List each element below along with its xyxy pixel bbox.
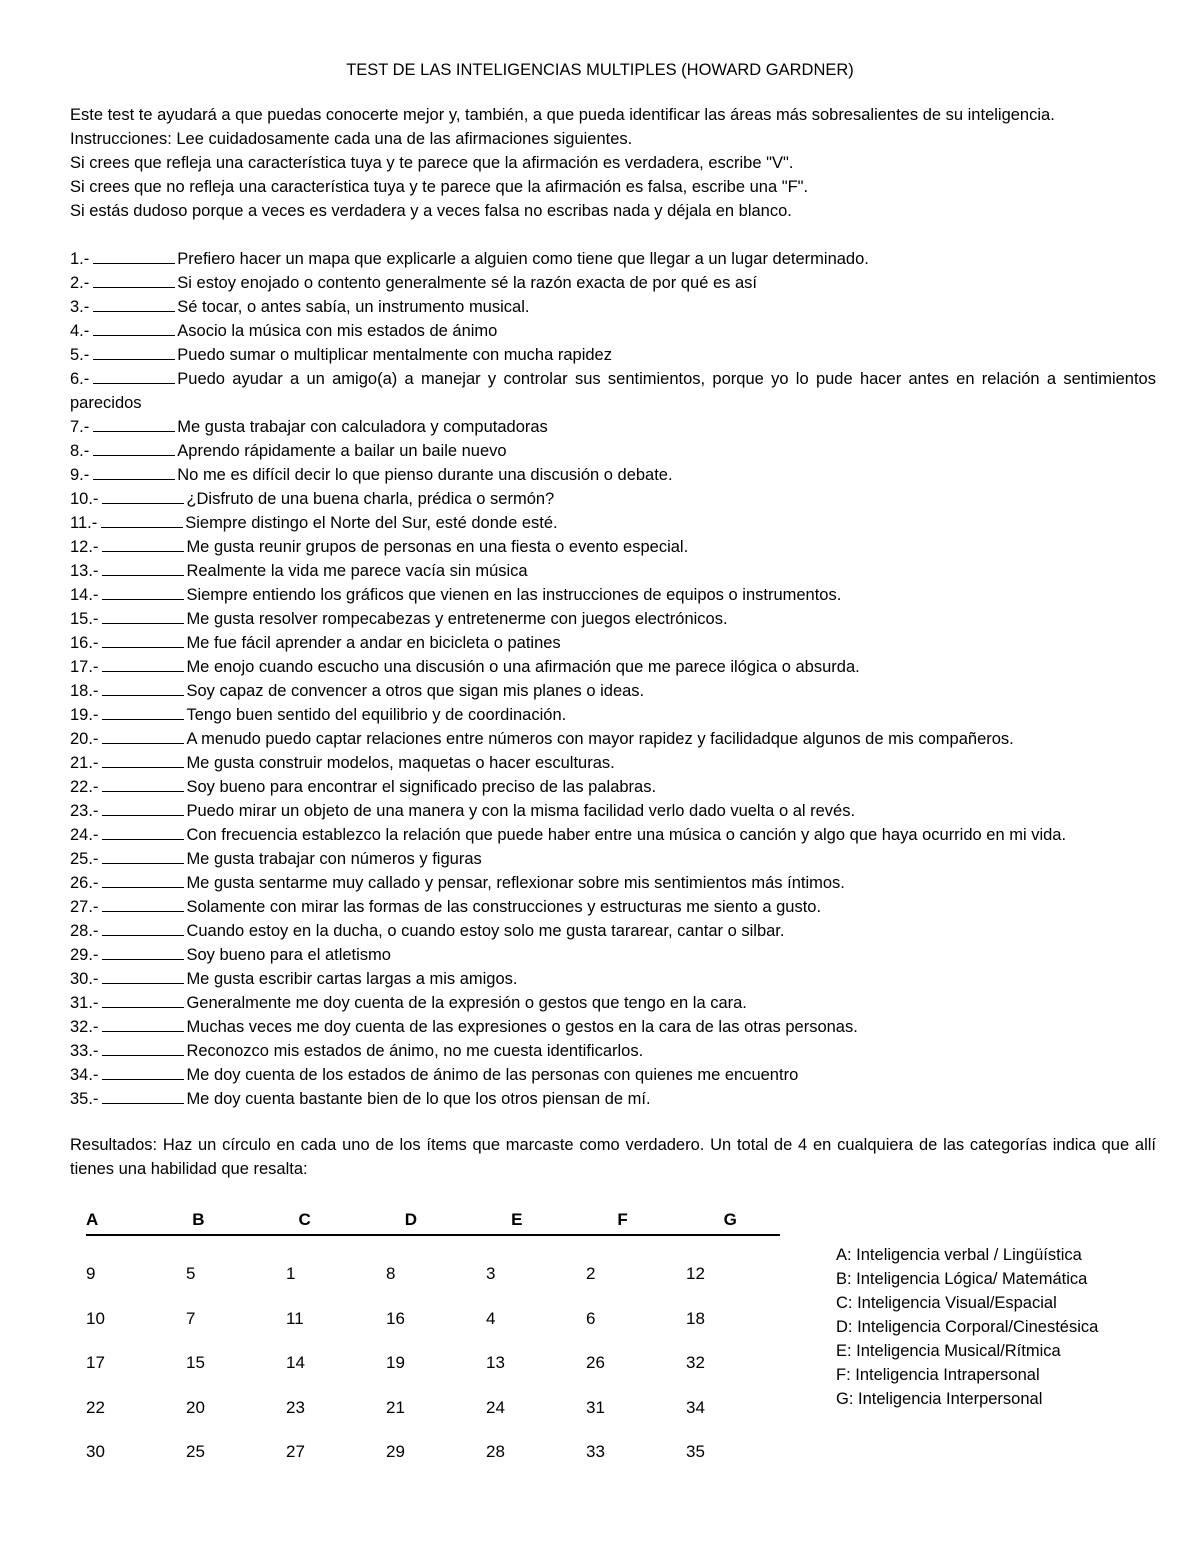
- question-number: 20.-: [70, 730, 99, 748]
- question-number: 34.-: [70, 1066, 99, 1084]
- intro-line: Si crees que refleja una característica tuya y te parece que la afirmación es verdadera, escribe "V".: [70, 154, 794, 172]
- question-number: 12.-: [70, 538, 99, 556]
- question-text: Tengo buen sentido del equilibrio y de coordinación.: [186, 706, 567, 724]
- answer-blank[interactable]: [102, 559, 184, 576]
- answer-blank[interactable]: [102, 847, 184, 864]
- question-text: Con frecuencia establezco la relación que puede haber entre una música o canción y algo que haya ocurrido en mi vida.: [186, 826, 1067, 844]
- question-text: Cuando estoy en la ducha, o cuando estoy solo me gusta tararear, cantar o silbar.: [186, 922, 785, 940]
- grid-cell: 33: [586, 1442, 605, 1462]
- answer-blank[interactable]: [102, 583, 184, 600]
- question-item: [70, 439, 1156, 463]
- question-number: 22.-: [70, 778, 99, 796]
- question-number: 8.-: [70, 442, 90, 460]
- question-text: Me gusta trabajar con calculadora y computadoras: [177, 418, 548, 436]
- grid-cell: 35: [686, 1442, 705, 1462]
- answer-blank[interactable]: [102, 919, 184, 936]
- question-item: [70, 247, 1156, 271]
- question-item: [70, 775, 1156, 799]
- question-item: [70, 895, 1156, 919]
- answer-blank[interactable]: [102, 631, 184, 648]
- grid-column-header: D: [404, 1210, 418, 1229]
- answer-blank[interactable]: [102, 1039, 184, 1056]
- category-legend: [836, 1243, 1098, 1411]
- question-item: [70, 703, 1156, 727]
- question-number: 33.-: [70, 1042, 99, 1060]
- question-text: Puedo ayudar a un amigo(a) a manejar y controlar sus sentimientos, porque yo lo pude hacer antes en relación a sentimientos parecidos: [70, 370, 1156, 412]
- grid-row: [86, 1341, 786, 1386]
- grid-column-header: F: [617, 1210, 628, 1229]
- answer-blank[interactable]: [93, 319, 175, 336]
- question-number: 35.-: [70, 1090, 99, 1108]
- question-text: Siempre entiendo los gráficos que vienen en las instrucciones de equipos o instrumentos.: [186, 586, 842, 604]
- grid-cell: 17: [86, 1353, 105, 1373]
- question-text: No me es difícil decir lo que pienso durante una discusión o debate.: [177, 466, 673, 484]
- grid-cell: 13: [486, 1353, 505, 1373]
- question-text: Sé tocar, o antes sabía, un instrumento musical.: [177, 298, 530, 316]
- question-text: Prefiero hacer un mapa que explicarle a alguien como tiene que llegar a un lugar determinado.: [177, 250, 869, 268]
- grid-cell: 1: [286, 1264, 296, 1284]
- question-number: 13.-: [70, 562, 99, 580]
- answer-blank[interactable]: [102, 751, 184, 768]
- results-instructions: Resultados: Haz un círculo en cada uno de los ítems que marcaste como verdadero. Un total de 4 en cualquiera de las categorías indica que allí tienes una habilidad que resalta:: [70, 1136, 1156, 1178]
- question-number: 27.-: [70, 898, 99, 916]
- question-text: Soy bueno para el atletismo: [186, 946, 391, 964]
- question-number: 1.-: [70, 250, 90, 268]
- answer-blank[interactable]: [102, 655, 184, 672]
- intro-section: [70, 103, 1156, 223]
- grid-cell: 6: [586, 1308, 596, 1328]
- legend-item: A: Inteligencia verbal / Lingüística: [836, 1246, 1082, 1264]
- question-item: [70, 799, 1156, 823]
- answer-blank[interactable]: [102, 775, 184, 792]
- question-item: [70, 607, 1156, 631]
- intro-line: Si estás dudoso porque a veces es verdadera y a veces falsa no escribas nada y déjala en blanco.: [70, 202, 792, 220]
- answer-blank[interactable]: [102, 943, 184, 960]
- answer-blank[interactable]: [102, 607, 184, 624]
- question-text: Siempre distingo el Norte del Sur, esté donde esté.: [185, 514, 558, 532]
- answer-blank[interactable]: [102, 727, 184, 744]
- question-number: 4.-: [70, 322, 90, 340]
- grid-cell: 22: [86, 1397, 105, 1417]
- grid-cell: 27: [286, 1442, 305, 1462]
- legend-item: G: Inteligencia Interpersonal: [836, 1390, 1043, 1408]
- question-text: Soy capaz de convencer a otros que sigan mis planes o ideas.: [186, 682, 645, 700]
- grid-column-header: E: [511, 1210, 523, 1229]
- question-text: Si estoy enojado o contento generalmente sé la razón exacta de por qué es así: [177, 274, 757, 292]
- legend-item: D: Inteligencia Corporal/Cinestésica: [836, 1318, 1099, 1336]
- grid-cell: 31: [586, 1397, 605, 1417]
- question-number: 2.-: [70, 274, 90, 292]
- question-number: 14.-: [70, 586, 99, 604]
- question-item: [70, 559, 1156, 583]
- question-number: 3.-: [70, 298, 90, 316]
- question-item: [70, 271, 1156, 295]
- grid-cell: 32: [686, 1353, 705, 1373]
- question-number: 30.-: [70, 970, 99, 988]
- question-item: [70, 631, 1156, 655]
- answer-blank[interactable]: [102, 535, 184, 552]
- answer-blank[interactable]: [93, 247, 175, 264]
- question-item: [70, 319, 1156, 343]
- question-number: 29.-: [70, 946, 99, 964]
- question-text: Me enojo cuando escucho una discusión o una afirmación que me parece ilógica o absurda.: [186, 658, 860, 676]
- answer-blank[interactable]: [102, 823, 184, 840]
- grid-cell: 19: [386, 1353, 405, 1373]
- question-number: 24.-: [70, 826, 99, 844]
- answer-blank[interactable]: [102, 1063, 184, 1080]
- question-item: [70, 535, 1156, 559]
- answer-blank[interactable]: [102, 967, 184, 984]
- question-item: [70, 727, 1156, 751]
- question-number: 21.-: [70, 754, 99, 772]
- grid-cell: 5: [186, 1264, 196, 1284]
- answer-blank[interactable]: [102, 1015, 184, 1032]
- grid-column-header: A: [86, 1210, 99, 1229]
- grid-row: [86, 1297, 786, 1342]
- grid-row: [86, 1430, 786, 1475]
- question-text: Asocio la música con mis estados de ánimo: [177, 322, 498, 340]
- question-item: [70, 991, 1156, 1015]
- answer-blank[interactable]: [102, 703, 184, 720]
- grid-cell: 26: [586, 1353, 605, 1373]
- grid-cell: 20: [186, 1397, 205, 1417]
- question-text: Me fue fácil aprender a andar en bicicleta o patines: [186, 634, 561, 652]
- question-number: 25.-: [70, 850, 99, 868]
- intro-line: Instrucciones: Lee cuidadosamente cada una de las afirmaciones siguientes.: [70, 130, 633, 148]
- question-item: [70, 823, 1156, 847]
- grid-cell: 2: [586, 1264, 596, 1284]
- grid-column-header: G: [723, 1210, 737, 1229]
- question-item: [70, 1039, 1156, 1063]
- answer-blank[interactable]: [93, 295, 175, 312]
- question-text: Me gusta sentarme muy callado y pensar, reflexionar sobre mis sentimientos más íntimos.: [186, 874, 845, 892]
- question-text: A menudo puedo captar relaciones entre números con mayor rapidez y facilidadque algunos de mis compañeros.: [186, 730, 1014, 748]
- page-title: TEST DE LAS INTELIGENCIAS MULTIPLES (HOWARD GARDNER): [346, 61, 854, 79]
- question-number: 10.-: [70, 490, 99, 508]
- grid-cell: 15: [186, 1353, 205, 1373]
- answer-blank[interactable]: [102, 871, 184, 888]
- scoring-grid: [86, 1210, 786, 1475]
- legend-item: F: Inteligencia Intrapersonal: [836, 1366, 1040, 1384]
- answer-blank[interactable]: [102, 679, 184, 696]
- answer-blank[interactable]: [102, 487, 184, 504]
- grid-cell: 12: [686, 1264, 705, 1284]
- grid-cell: 10: [86, 1308, 105, 1328]
- grid-cell: 21: [386, 1397, 405, 1417]
- answer-blank[interactable]: [101, 511, 183, 528]
- grid-cell: 30: [86, 1442, 105, 1462]
- grid-cell: 24: [486, 1397, 505, 1417]
- question-item: [70, 967, 1156, 991]
- grid-cell: 4: [486, 1308, 496, 1328]
- question-item: [70, 1015, 1156, 1039]
- answer-blank[interactable]: [93, 367, 175, 384]
- scoring-grid-header: [86, 1210, 780, 1236]
- grid-cell: 8: [386, 1264, 396, 1284]
- question-item: [70, 511, 1156, 535]
- question-item: [70, 1087, 1156, 1111]
- grid-cell: 34: [686, 1397, 705, 1417]
- question-text: Me gusta construir modelos, maquetas o hacer esculturas.: [186, 754, 615, 772]
- answer-blank[interactable]: [93, 439, 175, 456]
- question-text: Me doy cuenta bastante bien de lo que los otros piensan de mí.: [186, 1090, 651, 1108]
- question-item: [70, 415, 1156, 439]
- grid-cell: 14: [286, 1353, 305, 1373]
- question-text: Soy bueno para encontrar el significado preciso de las palabras.: [186, 778, 657, 796]
- grid-column-header: C: [298, 1210, 311, 1229]
- question-item: [70, 943, 1156, 967]
- question-item: [70, 463, 1156, 487]
- legend-item: B: Inteligencia Lógica/ Matemática: [836, 1270, 1088, 1288]
- question-text: Muchas veces me doy cuenta de las expresiones o gestos en la cara de las otras personas.: [186, 1018, 858, 1036]
- question-number: 26.-: [70, 874, 99, 892]
- question-text: Generalmente me doy cuenta de la expresión o gestos que tengo en la cara.: [186, 994, 747, 1012]
- intro-line: Si crees que no refleja una característica tuya y te parece que la afirmación es falsa, escribe una "F".: [70, 178, 809, 196]
- grid-cell: 11: [286, 1308, 304, 1328]
- question-text: ¿Disfruto de una buena charla, prédica o sermón?: [186, 490, 555, 508]
- question-text: Reconozco mis estados de ánimo, no me cuesta identificarlos.: [186, 1042, 644, 1060]
- question-text: Aprendo rápidamente a bailar un baile nuevo: [177, 442, 507, 460]
- grid-column-header: B: [192, 1210, 205, 1229]
- question-number: 7.-: [70, 418, 90, 436]
- question-text: Puedo sumar o multiplicar mentalmente con mucha rapidez: [177, 346, 612, 364]
- intro-line: Este test te ayudará a que puedas conocerte mejor y, también, a que pueda identificar las áreas más sobresalientes de su inteligencia.: [70, 106, 1055, 124]
- question-number: 18.-: [70, 682, 99, 700]
- grid-cell: 18: [686, 1308, 705, 1328]
- question-number: 28.-: [70, 922, 99, 940]
- question-number: 17.-: [70, 658, 99, 676]
- question-item: [70, 871, 1156, 895]
- legend-item: E: Inteligencia Musical/Rítmica: [836, 1342, 1061, 1360]
- answer-blank[interactable]: [93, 463, 175, 480]
- question-item: [70, 367, 1156, 415]
- question-number: 16.-: [70, 634, 99, 652]
- question-number: 19.-: [70, 706, 99, 724]
- question-text: Me gusta resolver rompecabezas y entretenerme con juegos electrónicos.: [186, 610, 728, 628]
- answer-blank[interactable]: [102, 895, 184, 912]
- grid-cell: 16: [386, 1308, 405, 1328]
- question-number: 5.-: [70, 346, 90, 364]
- grid-cell: 9: [86, 1264, 96, 1284]
- question-item: [70, 487, 1156, 511]
- question-number: 15.-: [70, 610, 99, 628]
- question-item: [70, 343, 1156, 367]
- question-number: 31.-: [70, 994, 99, 1012]
- scoring-grid-body: [86, 1252, 786, 1475]
- grid-cell: 28: [486, 1442, 505, 1462]
- question-text: Realmente la vida me parece vacía sin música: [186, 562, 528, 580]
- grid-cell: 25: [186, 1442, 205, 1462]
- question-list: [70, 247, 1156, 1111]
- grid-cell: 7: [186, 1308, 196, 1328]
- answer-blank[interactable]: [93, 343, 175, 360]
- grid-row: [86, 1252, 786, 1297]
- answer-blank[interactable]: [102, 1087, 184, 1104]
- question-item: [70, 583, 1156, 607]
- question-text: Me doy cuenta de los estados de ánimo de las personas con quienes me encuentro: [186, 1066, 799, 1084]
- question-item: [70, 295, 1156, 319]
- question-text: Me gusta trabajar con números y figuras: [186, 850, 482, 868]
- question-item: [70, 1063, 1156, 1087]
- question-number: 32.-: [70, 1018, 99, 1036]
- question-number: 23.-: [70, 802, 99, 820]
- question-text: Me gusta reunir grupos de personas en una fiesta o evento especial.: [186, 538, 689, 556]
- question-number: 6.-: [70, 370, 90, 388]
- question-item: [70, 679, 1156, 703]
- question-text: Puedo mirar un objeto de una manera y con la misma facilidad verlo dado vuelta o al revés.: [186, 802, 856, 820]
- grid-cell: 29: [386, 1442, 405, 1462]
- answer-blank[interactable]: [93, 271, 175, 288]
- legend-item: C: Inteligencia Visual/Espacial: [836, 1294, 1057, 1312]
- answer-blank[interactable]: [93, 415, 175, 432]
- question-item: [70, 919, 1156, 943]
- question-item: [70, 655, 1156, 679]
- question-number: 9.-: [70, 466, 90, 484]
- grid-row: [86, 1386, 786, 1431]
- answer-blank[interactable]: [102, 991, 184, 1008]
- question-item: [70, 847, 1156, 871]
- question-number: 11.-: [70, 514, 98, 532]
- grid-cell: 23: [286, 1397, 305, 1417]
- question-text: Solamente con mirar las formas de las construcciones y estructuras me siento a gusto.: [186, 898, 822, 916]
- answer-blank[interactable]: [102, 799, 184, 816]
- question-item: [70, 751, 1156, 775]
- question-text: Me gusta escribir cartas largas a mis amigos.: [186, 970, 518, 988]
- grid-cell: 3: [486, 1264, 496, 1284]
